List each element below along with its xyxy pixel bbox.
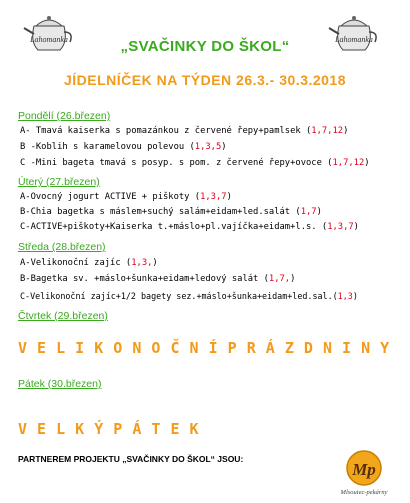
menu-item: B -Koblih s karamelovou polevou (1,3,5)	[20, 142, 227, 152]
menu-week-subtitle: JÍDELNÍČEK NA TÝDEN 26.3.- 30.3.2018	[63, 72, 347, 88]
menu-item: C-ACTIVE+piškoty+Kaiserka t.+máslo+pl.vajíčka+eidam+l.s. (1,3,7)	[20, 222, 359, 232]
allergens: 1,3,	[131, 258, 153, 268]
allergens: 1,3	[337, 291, 353, 301]
allergens: 1,3,5	[194, 142, 222, 152]
menu-item: C-Velikonoční zajíc+1/2 bagety sez.+máslo+šunka+eidam+led.sal.(1,3)	[20, 291, 358, 301]
menu-item: C -Mini bageta tmavá s posyp. s pom. z červené řepy+ovoce (1,7,12)	[20, 158, 370, 168]
logo-text: Lahomanka	[335, 35, 373, 44]
partner-logo-caption: Mlsoutec-pekárny	[340, 489, 388, 496]
menu-item: B-Bagetka sv. +máslo+šunka+eidam+ledový salát (1,7,)	[20, 274, 296, 284]
allergens: 1,3,7	[327, 222, 354, 232]
page-title: „SVAČINKY DO ŠKOL“	[120, 38, 290, 55]
allergens: 1,7,12	[332, 158, 365, 168]
day-label-tuesday: Úterý (27.březen)	[18, 176, 100, 188]
holiday-banner: V E L I K O N O Č N Í P R Á Z D N I N Y	[18, 339, 390, 357]
day-label-thursday: Čtvrtek (29.březen)	[18, 310, 108, 322]
day-label-monday: Pondělí (26.březen)	[18, 110, 111, 122]
holiday-banner-friday: V E L K Ý P Á T E K	[18, 420, 200, 438]
allergens: 1,7,	[268, 274, 291, 284]
day-label-wednesday: Středa (28.březen)	[18, 241, 106, 253]
allergens: 1,3,7	[200, 192, 227, 202]
menu-item: A-Velikonoční zajíc (1,3,)	[20, 258, 158, 268]
menu-item: A- Tmavá kaiserka s pomazánkou z červené řepy+pamlsek (1,7,12)	[20, 126, 349, 136]
partner-text: PARTNEREM PROJEKTU „SVAČINKY DO ŠKOL“ JSOU:	[18, 454, 244, 464]
allergens: 1,7	[300, 207, 317, 217]
allergens: 1,7,12	[311, 126, 344, 136]
partner-logo	[332, 448, 396, 498]
day-label-friday: Pátek (30.březen)	[18, 378, 102, 390]
menu-item: B-Chia bagetka s máslem+suchý salám+eidam+led.salát (1,7)	[20, 207, 322, 217]
partner-logo-initials: Mp	[352, 460, 376, 479]
menu-item: A-Ovocný jogurt ACTIVE + piškoty (1,3,7)	[20, 192, 232, 202]
logo-text: Lahomanka	[30, 35, 68, 44]
